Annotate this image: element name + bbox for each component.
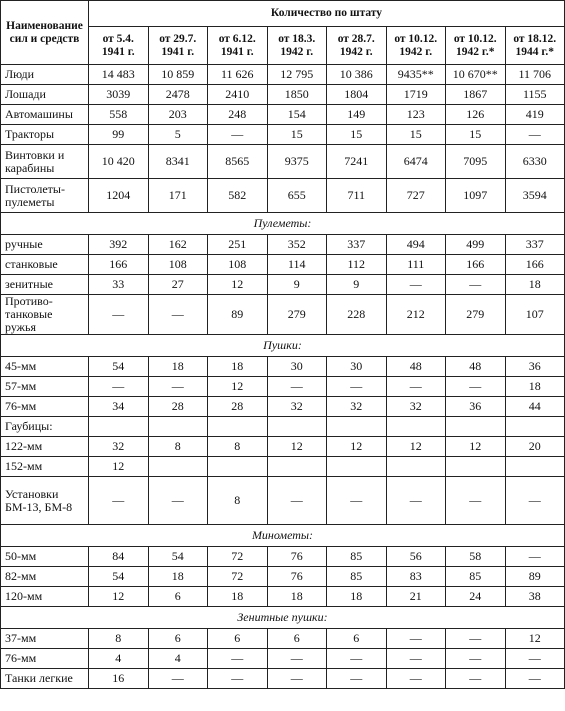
date-line: от 5.4. [102,32,134,45]
value-cell: — [89,477,149,525]
value-cell [267,417,327,437]
value-cell: — [327,377,387,397]
value-cell: 12 [208,275,268,295]
table-row [1,85,565,105]
row-label: 152-мм [1,457,89,477]
value-cell: 15 [327,125,387,145]
value-cell: 18 [327,587,387,607]
value-cell: 12 [446,437,506,457]
table-row [1,397,565,417]
value-cell: — [505,547,565,567]
value-cell: 9375 [267,145,327,179]
value-cell: — [208,125,268,145]
row-label: 76-мм [1,649,89,669]
row-label: Люди [1,65,89,85]
table-row [1,567,565,587]
value-cell: 166 [89,255,149,275]
value-cell: 10 859 [148,65,208,85]
section-title: Пулеметы: [1,213,565,235]
value-cell [446,457,506,477]
value-cell: 12 [208,377,268,397]
value-cell: 20 [505,437,565,457]
table-row [1,547,565,567]
table-row [1,377,565,397]
value-cell: 54 [89,567,149,587]
value-cell: 7095 [446,145,506,179]
value-cell: 126 [446,105,506,125]
table-row [1,235,565,255]
value-cell: 7241 [327,145,387,179]
row-label: 57-мм [1,377,89,397]
date-line: 1942 г. [399,45,433,58]
value-cell: 18 [208,357,268,377]
value-cell: 38 [505,587,565,607]
date-column-header [267,27,327,65]
value-cell: 10 386 [327,65,387,85]
table-row [1,457,565,477]
date-column-header [505,27,565,65]
value-cell: 89 [208,295,268,335]
value-cell: 72 [208,547,268,567]
date-line: 1941 г. [220,45,254,58]
value-cell: 18 [505,377,565,397]
value-cell: 108 [148,255,208,275]
value-cell: 149 [327,105,387,125]
value-cell [386,417,446,437]
value-cell: 114 [267,255,327,275]
value-cell: 84 [89,547,149,567]
value-cell: — [327,669,387,689]
value-cell: — [505,125,565,145]
value-cell: 8 [89,629,149,649]
value-cell: — [505,477,565,525]
value-cell: 9 [327,275,387,295]
value-cell: 171 [148,179,208,213]
value-cell: 6330 [505,145,565,179]
value-cell: 248 [208,105,268,125]
value-cell: 56 [386,547,446,567]
value-cell [505,417,565,437]
date-column-header [446,27,506,65]
value-cell: 419 [505,105,565,125]
value-cell: 8 [208,437,268,457]
date-line: от 10.12. [394,32,438,45]
row-label: Тракторы [1,125,89,145]
table-row [1,417,565,437]
table-row [1,145,565,179]
table-row [1,275,565,295]
value-cell: — [148,295,208,335]
value-cell: 32 [267,397,327,417]
value-cell: 655 [267,179,327,213]
date-line: от 10.12. [453,32,497,45]
row-label: 122-мм [1,437,89,457]
date-line: от 18.12. [513,32,557,45]
value-cell: 203 [148,105,208,125]
value-cell: 727 [386,179,446,213]
value-cell: 1719 [386,85,446,105]
value-cell [327,457,387,477]
value-cell: 123 [386,105,446,125]
value-cell: 15 [386,125,446,145]
row-label: зенитные [1,275,89,295]
value-cell [89,417,149,437]
table-row [1,649,565,669]
value-cell: 99 [89,125,149,145]
value-cell: 12 795 [267,65,327,85]
table-body [1,65,565,689]
value-cell: 279 [267,295,327,335]
table-row [1,105,565,125]
section-title: Зенитные пушки: [1,607,565,629]
value-cell: — [386,669,446,689]
section-title: Минометы: [1,525,565,547]
value-cell: 18 [208,587,268,607]
value-cell: 3594 [505,179,565,213]
value-cell: 48 [446,357,506,377]
value-cell: — [386,649,446,669]
value-cell: — [267,477,327,525]
value-cell: 34 [89,397,149,417]
value-cell: 6 [148,587,208,607]
row-label: станковые [1,255,89,275]
value-cell: 15 [267,125,327,145]
value-cell: 154 [267,105,327,125]
value-cell: 12 [267,437,327,457]
value-cell: 36 [505,357,565,377]
value-cell: 32 [386,397,446,417]
value-cell [386,457,446,477]
value-cell: 8565 [208,145,268,179]
value-cell: — [89,377,149,397]
value-cell: 5 [148,125,208,145]
value-cell: 32 [327,397,387,417]
row-label: Противо-танковые ружья [1,295,89,335]
value-cell: 28 [208,397,268,417]
value-cell: 58 [446,547,506,567]
value-cell: 6474 [386,145,446,179]
row-label: Установки БМ-13, БМ-8 [1,477,89,525]
table-row [1,629,565,649]
date-line: 1942 г. [280,45,314,58]
table-row [1,255,565,275]
value-cell: 21 [386,587,446,607]
value-cell: 16 [89,669,149,689]
value-cell: 8 [148,437,208,457]
value-cell: — [505,669,565,689]
value-cell: 9435** [386,65,446,85]
value-cell: 12 [386,437,446,457]
section-title: Пушки: [1,335,565,357]
value-cell: 32 [89,437,149,457]
row-label: 82-мм [1,567,89,587]
value-cell: 27 [148,275,208,295]
date-line: от 29.7. [159,32,197,45]
row-label: ручные [1,235,89,255]
value-cell: 6 [208,629,268,649]
value-cell: 251 [208,235,268,255]
table-row [1,65,565,85]
value-cell: — [208,649,268,669]
value-cell: 228 [327,295,387,335]
section-row [1,335,565,357]
value-cell: 279 [446,295,506,335]
name-column-header: Наименование сил и средств [1,1,89,65]
value-cell: — [446,649,506,669]
group-header: Количество по штату [89,1,565,27]
value-cell: 1804 [327,85,387,105]
value-cell: 499 [446,235,506,255]
table-row [1,295,565,335]
date-line: от 18.3. [278,32,316,45]
value-cell: 558 [89,105,149,125]
value-cell: 582 [208,179,268,213]
table-row [1,125,565,145]
date-column-header [208,27,268,65]
value-cell: 85 [327,547,387,567]
value-cell: 166 [446,255,506,275]
date-line: от 28.7. [337,32,375,45]
value-cell: — [446,377,506,397]
value-cell: 12 [327,437,387,457]
value-cell: — [446,275,506,295]
table-row [1,477,565,525]
value-cell: 48 [386,357,446,377]
date-line: 1942 г. [339,45,373,58]
table-row [1,437,565,457]
value-cell: 392 [89,235,149,255]
value-cell: 76 [267,547,327,567]
value-cell: 85 [446,567,506,587]
date-column-header [89,27,149,65]
value-cell: 18 [148,567,208,587]
value-cell: — [505,649,565,669]
section-row [1,607,565,629]
value-cell: 111 [386,255,446,275]
section-row [1,525,565,547]
row-label: 76-мм [1,397,89,417]
value-cell: 30 [327,357,387,377]
value-cell: — [446,669,506,689]
row-label: Автомашины [1,105,89,125]
value-cell: — [446,477,506,525]
value-cell [446,417,506,437]
value-cell: 108 [208,255,268,275]
value-cell [327,417,387,437]
value-cell: 18 [267,587,327,607]
value-cell [208,457,268,477]
value-cell: 4 [89,649,149,669]
date-line: 1941 г. [101,45,135,58]
value-cell: 2410 [208,85,268,105]
value-cell: 89 [505,567,565,587]
value-cell: — [386,275,446,295]
value-cell: 33 [89,275,149,295]
value-cell: 10 420 [89,145,149,179]
value-cell: 83 [386,567,446,587]
value-cell: 10 670** [446,65,506,85]
value-cell: — [208,669,268,689]
row-label: Пистолеты-пулеметы [1,179,89,213]
value-cell: 18 [148,357,208,377]
value-cell: 494 [386,235,446,255]
value-cell [148,457,208,477]
value-cell: 107 [505,295,565,335]
value-cell: — [89,295,149,335]
value-cell: — [327,477,387,525]
value-cell: 1097 [446,179,506,213]
value-cell: 15 [446,125,506,145]
date-line: 1944 г.* [515,45,554,58]
value-cell: — [446,629,506,649]
value-cell: 30 [267,357,327,377]
value-cell: — [148,377,208,397]
value-cell: 166 [505,255,565,275]
row-label: Лошади [1,85,89,105]
value-cell: 11 626 [208,65,268,85]
date-column-header [327,27,387,65]
value-cell: — [386,629,446,649]
value-cell: 12 [505,629,565,649]
value-cell: 54 [89,357,149,377]
row-label: 37-мм [1,629,89,649]
value-cell: — [386,477,446,525]
value-cell: — [267,377,327,397]
value-cell: 85 [327,567,387,587]
row-label: 50-мм [1,547,89,567]
value-cell: 711 [327,179,387,213]
value-cell: 12 [89,457,149,477]
value-cell: 337 [505,235,565,255]
value-cell: 2478 [148,85,208,105]
value-cell: 8 [208,477,268,525]
table-header [1,1,565,65]
value-cell: 112 [327,255,387,275]
date-line: 1942 г.* [456,45,495,58]
value-cell: — [267,649,327,669]
value-cell: 6 [327,629,387,649]
table-row [1,587,565,607]
value-cell: 6 [148,629,208,649]
value-cell: 36 [446,397,506,417]
value-cell: 54 [148,547,208,567]
value-cell: 12 [89,587,149,607]
value-cell [208,417,268,437]
value-cell: 44 [505,397,565,417]
value-cell [267,457,327,477]
value-cell: 337 [327,235,387,255]
value-cell: 352 [267,235,327,255]
value-cell: 1867 [446,85,506,105]
value-cell: 9 [267,275,327,295]
value-cell: 28 [148,397,208,417]
value-cell: 3039 [89,85,149,105]
value-cell: 8341 [148,145,208,179]
date-line: от 6.12. [218,32,256,45]
row-label: 120-мм [1,587,89,607]
value-cell: 6 [267,629,327,649]
value-cell: 1155 [505,85,565,105]
date-column-header [386,27,446,65]
value-cell: 18 [505,275,565,295]
value-cell: 11 706 [505,65,565,85]
value-cell: 1204 [89,179,149,213]
section-row [1,213,565,235]
table-row [1,179,565,213]
row-label: 45-мм [1,357,89,377]
value-cell: — [267,669,327,689]
value-cell: 76 [267,567,327,587]
date-column-header [148,27,208,65]
value-cell: 72 [208,567,268,587]
value-cell: — [386,377,446,397]
value-cell: 4 [148,649,208,669]
value-cell: 14 483 [89,65,149,85]
table-row [1,357,565,377]
value-cell [148,417,208,437]
table-row [1,669,565,689]
date-line: 1941 г. [161,45,195,58]
row-label: Танки легкие [1,669,89,689]
value-cell: 162 [148,235,208,255]
value-cell: — [148,669,208,689]
row-label: Гаубицы: [1,417,89,437]
value-cell: 212 [386,295,446,335]
row-label: Винтовки и карабины [1,145,89,179]
value-cell: 1850 [267,85,327,105]
value-cell [505,457,565,477]
value-cell: — [327,649,387,669]
value-cell: — [148,477,208,525]
value-cell: 24 [446,587,506,607]
